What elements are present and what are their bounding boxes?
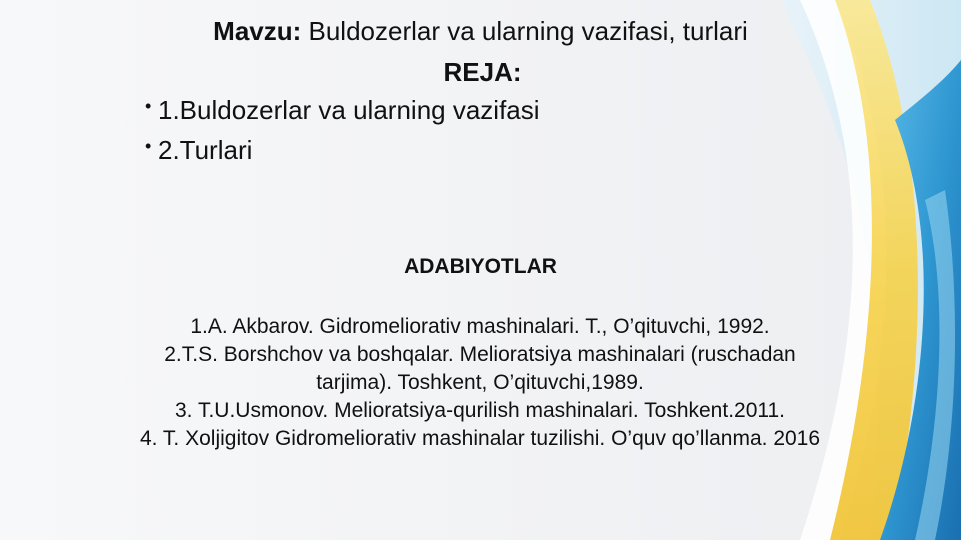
plan-heading: REJA: (443, 57, 522, 87)
plan-item (145, 133, 540, 167)
bullet-icon: • (145, 136, 152, 156)
title-prefix: Mavzu: (213, 16, 302, 46)
bullet-icon: • (145, 96, 152, 116)
title-text: Buldozerlar va ularning vazifasi, turlari (301, 16, 748, 46)
slide-title (0, 14, 961, 48)
plan-item (145, 93, 540, 127)
literature-heading: ADABIYOTLAR (404, 255, 557, 278)
reference-item: 2.T.S. Borshchov va boshqalar. Melioratsiya mashinalari (ruschadan tarjima). Toshkent, O’qituvchi,1989. (164, 343, 796, 394)
plan-item-text: 2.Turlari (158, 135, 253, 165)
reference-item: 1.A. Akbarov. Gidromeliorativ mashinalari. T., O’qituvchi, 1992. (190, 315, 770, 338)
reference-item: 4. T. Xoljigitov Gidromeliorativ mashinalar tuzilishi. O’quv qo’llanma. 2016 (139, 427, 821, 450)
plan-item-text: 1.Buldozerlar va ularning vazifasi (158, 95, 540, 125)
reference-item: 3. T.U.Usmonov. Melioratsiya-qurilish mashinalari. Toshkent.2011. (174, 399, 786, 422)
references-list (130, 313, 830, 453)
plan-list (145, 93, 540, 173)
